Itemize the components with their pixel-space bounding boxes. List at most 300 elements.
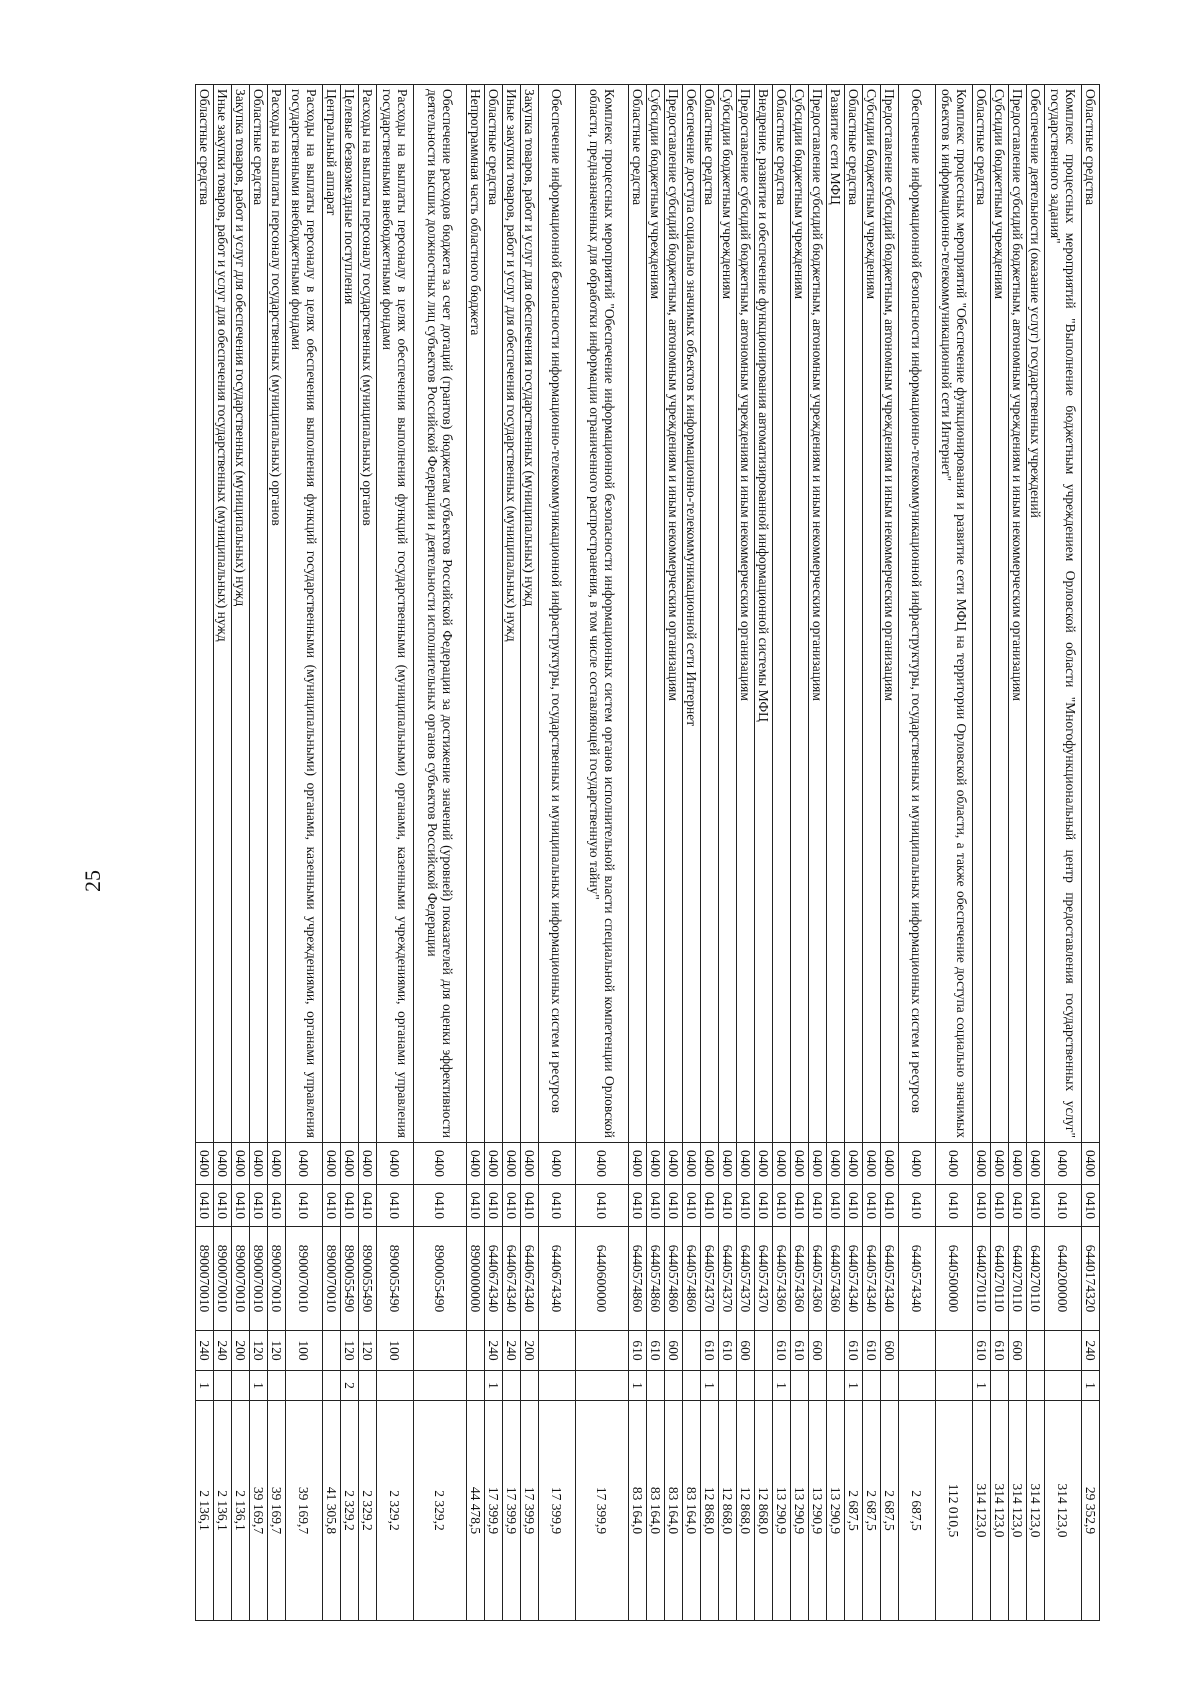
funding-group-cell	[809, 1371, 827, 1401]
amount-cell: 2 329,2	[359, 1401, 377, 1621]
table-row	[665, 85, 683, 1621]
amount-cell: 12 868,0	[719, 1401, 737, 1621]
table-row	[323, 85, 341, 1621]
target-article-cell: 6440574340	[899, 1227, 936, 1331]
table-row	[973, 85, 991, 1621]
funding-group-cell	[503, 1371, 521, 1401]
subsection-code-cell: 0410	[250, 1185, 268, 1227]
subsection-code-cell: 0410	[1045, 1185, 1082, 1227]
funding-group-cell: 1	[1082, 1371, 1100, 1401]
expense-type-cell: 200	[232, 1331, 250, 1371]
table-row	[863, 85, 881, 1621]
subsection-code-cell: 0410	[539, 1185, 576, 1227]
table-row	[485, 85, 503, 1621]
funding-group-cell	[683, 1371, 701, 1401]
table-row	[521, 85, 539, 1621]
amount-cell: 83 164,0	[647, 1401, 665, 1621]
target-article-cell: 6440574860	[647, 1227, 665, 1331]
expense-type-cell: 610	[991, 1331, 1009, 1371]
section-code-cell: 0400	[791, 1143, 809, 1185]
row-name-cell: Центральный аппарат	[323, 85, 341, 1143]
table-row	[737, 85, 755, 1621]
amount-cell: 39 169,7	[286, 1401, 323, 1621]
section-code-cell: 0400	[737, 1143, 755, 1185]
expense-type-cell: 240	[485, 1331, 503, 1371]
funding-group-cell	[268, 1371, 286, 1401]
row-name-cell: Предоставление субсидий бюджетным, автономным учреждениям и иным некоммерческим организациям	[1009, 85, 1027, 1143]
amount-cell: 83 164,0	[629, 1401, 647, 1621]
subsection-code-cell: 0410	[1027, 1185, 1045, 1227]
funding-group-cell	[827, 1371, 845, 1401]
amount-cell: 2 687,5	[845, 1401, 863, 1621]
subsection-code-cell: 0410	[719, 1185, 737, 1227]
target-article-cell: 6440574340	[863, 1227, 881, 1331]
row-name-cell: Областные средства	[845, 85, 863, 1143]
section-code-cell: 0400	[467, 1143, 485, 1185]
funding-group-cell: 1	[773, 1371, 791, 1401]
amount-cell: 2 329,2	[414, 1401, 467, 1621]
subsection-code-cell: 0410	[881, 1185, 899, 1227]
table-row	[539, 85, 576, 1621]
amount-cell: 2 329,2	[341, 1401, 359, 1621]
funding-group-cell: 1	[845, 1371, 863, 1401]
row-name-cell: Областные средства	[773, 85, 791, 1143]
subsection-code-cell: 0410	[467, 1185, 485, 1227]
subsection-code-cell: 0410	[973, 1185, 991, 1227]
section-code-cell: 0400	[576, 1143, 629, 1185]
expense-type-cell: 610	[845, 1331, 863, 1371]
amount-cell: 13 290,9	[791, 1401, 809, 1621]
subsection-code-cell: 0410	[268, 1185, 286, 1227]
subsection-code-cell: 0410	[196, 1185, 214, 1227]
section-code-cell: 0400	[719, 1143, 737, 1185]
expense-type-cell: 610	[863, 1331, 881, 1371]
expense-type-cell: 240	[214, 1331, 232, 1371]
row-name-cell: Расходы на выплаты персоналу в целях обеспечения выполнения функций государственными (муниципальными) органами, казенными учреждениями, органами управления государственными внебюджетными фондами	[377, 85, 414, 1143]
amount-cell: 17 399,9	[576, 1401, 629, 1621]
target-article-cell: 8900070010	[323, 1227, 341, 1331]
subsection-code-cell: 0410	[665, 1185, 683, 1227]
section-code-cell: 0400	[845, 1143, 863, 1185]
expense-type-cell	[827, 1331, 845, 1371]
subsection-code-cell: 0410	[214, 1185, 232, 1227]
amount-cell: 2 687,5	[899, 1401, 936, 1621]
subsection-code-cell: 0410	[899, 1185, 936, 1227]
expense-type-cell	[1045, 1331, 1082, 1371]
expense-type-cell: 240	[1082, 1331, 1100, 1371]
target-article-cell: 8900070010	[250, 1227, 268, 1331]
expense-type-cell	[323, 1331, 341, 1371]
amount-cell: 314 123,0	[991, 1401, 1009, 1621]
row-name-cell: Обеспечение расходов бюджета за счет дотаций (грантов) бюджетам субъектов Российской Федерации за достижение значений (уровней) показателей для оценки эффективности деятельности высших должностных лиц субъектов Российской Федерации и деятельности исполнительных органов субъектов Российской Федерации	[414, 85, 467, 1143]
funding-group-cell	[1009, 1371, 1027, 1401]
row-name-cell: Областные средства	[485, 85, 503, 1143]
target-article-cell: 6440574370	[701, 1227, 719, 1331]
funding-group-cell: 1	[485, 1371, 503, 1401]
table-row	[773, 85, 791, 1621]
table-row	[791, 85, 809, 1621]
target-article-cell: 6440574860	[629, 1227, 647, 1331]
section-code-cell: 0400	[503, 1143, 521, 1185]
expense-type-cell: 610	[719, 1331, 737, 1371]
amount-cell: 17 399,9	[539, 1401, 576, 1621]
amount-cell: 2 687,5	[881, 1401, 899, 1621]
row-name-cell: Развитие сети МФЦ	[827, 85, 845, 1143]
row-name-cell: Предоставление субсидий бюджетным, автономным учреждениям и иным некоммерческим организациям	[737, 85, 755, 1143]
row-name-cell: Внедрение, развитие и обеспечение функционирования автоматизированной информационной системы МФЦ	[755, 85, 773, 1143]
target-article-cell: 6440574340	[845, 1227, 863, 1331]
amount-cell: 13 290,9	[773, 1401, 791, 1621]
expense-type-cell: 240	[503, 1331, 521, 1371]
section-code-cell: 0400	[936, 1143, 973, 1185]
funding-group-cell: 2	[341, 1371, 359, 1401]
subsection-code-cell: 0410	[991, 1185, 1009, 1227]
funding-group-cell: 1	[701, 1371, 719, 1401]
expense-type-cell	[576, 1331, 629, 1371]
page-number: 25	[80, 870, 105, 892]
funding-group-cell	[737, 1371, 755, 1401]
table-row	[1009, 85, 1027, 1621]
expense-type-cell	[899, 1331, 936, 1371]
target-article-cell: 8900070010	[268, 1227, 286, 1331]
row-name-cell: Расходы на выплаты персоналу в целях обеспечения выполнения функций государственными (муниципальными) органами, казенными учреждениями, органами управления государственными внебюджетными фондами	[286, 85, 323, 1143]
funding-group-cell	[232, 1371, 250, 1401]
row-name-cell: Субсидии бюджетным учреждениям	[647, 85, 665, 1143]
table-row	[1045, 85, 1082, 1621]
budget-table-body	[196, 85, 1100, 1621]
target-article-cell: 8900000000	[467, 1227, 485, 1331]
funding-group-cell: 1	[250, 1371, 268, 1401]
amount-cell: 83 164,0	[683, 1401, 701, 1621]
funding-group-cell	[576, 1371, 629, 1401]
row-name-cell: Обеспечение информационной безопасности информационно-телекоммуникационной инфраструктуры, государственных и муниципальных информационных систем и ресурсов	[539, 85, 576, 1143]
expense-type-cell	[414, 1331, 467, 1371]
row-name-cell: Субсидии бюджетным учреждениям	[863, 85, 881, 1143]
amount-cell: 29 352,9	[1082, 1401, 1100, 1621]
subsection-code-cell: 0410	[503, 1185, 521, 1227]
budget-table	[195, 84, 1100, 1621]
subsection-code-cell: 0410	[936, 1185, 973, 1227]
amount-cell: 314 123,0	[1027, 1401, 1045, 1621]
expense-type-cell: 610	[701, 1331, 719, 1371]
section-code-cell: 0400	[701, 1143, 719, 1185]
section-code-cell: 0400	[232, 1143, 250, 1185]
row-name-cell: Комплекс процессных мероприятий "Обеспечение информационной безопасности информационных систем органов исполнительной власти специальной компетенции Орловской области, предназначенных для обработки информации ограниченного распространения, в том числе составляющей государственную тайну"	[576, 85, 629, 1143]
subsection-code-cell: 0410	[359, 1185, 377, 1227]
target-article-cell: 6440574370	[737, 1227, 755, 1331]
expense-type-cell	[1027, 1331, 1045, 1371]
target-article-cell: 6440574360	[827, 1227, 845, 1331]
subsection-code-cell: 0410	[1082, 1185, 1100, 1227]
table-row	[286, 85, 323, 1621]
amount-cell: 83 164,0	[665, 1401, 683, 1621]
row-name-cell: Областные средства	[196, 85, 214, 1143]
expense-type-cell: 600	[665, 1331, 683, 1371]
row-name-cell: Иные закупки товаров, работ и услуг для обеспечения государственных (муниципальных) нужд	[214, 85, 232, 1143]
funding-group-cell	[359, 1371, 377, 1401]
subsection-code-cell: 0410	[576, 1185, 629, 1227]
row-name-cell: Иные закупки товаров, работ и услуг для обеспечения государственных (муниципальных) нужд	[503, 85, 521, 1143]
table-row	[881, 85, 899, 1621]
row-name-cell: Непрограммная часть областного бюджета	[467, 85, 485, 1143]
funding-group-cell	[414, 1371, 467, 1401]
table-row	[991, 85, 1009, 1621]
row-name-cell: Целевые безвозмездные поступления	[341, 85, 359, 1143]
subsection-code-cell: 0410	[737, 1185, 755, 1227]
table-row	[899, 85, 936, 1621]
funding-group-cell	[899, 1371, 936, 1401]
target-article-cell: 8900055490	[359, 1227, 377, 1331]
table-row	[936, 85, 973, 1621]
subsection-code-cell: 0410	[629, 1185, 647, 1227]
table-row	[467, 85, 485, 1621]
subsection-code-cell: 0410	[1009, 1185, 1027, 1227]
funding-group-cell	[323, 1371, 341, 1401]
subsection-code-cell: 0410	[755, 1185, 773, 1227]
funding-group-cell	[1045, 1371, 1082, 1401]
section-code-cell: 0400	[196, 1143, 214, 1185]
target-article-cell: 6440574370	[755, 1227, 773, 1331]
table-row	[827, 85, 845, 1621]
funding-group-cell	[991, 1371, 1009, 1401]
subsection-code-cell: 0410	[414, 1185, 467, 1227]
section-code-cell: 0400	[973, 1143, 991, 1185]
target-article-cell: 6440574360	[773, 1227, 791, 1331]
amount-cell: 12 868,0	[737, 1401, 755, 1621]
table-row	[845, 85, 863, 1621]
table-row	[250, 85, 268, 1621]
amount-cell: 41 305,8	[323, 1401, 341, 1621]
funding-group-cell	[647, 1371, 665, 1401]
expense-type-cell: 100	[377, 1331, 414, 1371]
section-code-cell: 0400	[683, 1143, 701, 1185]
amount-cell: 39 169,7	[268, 1401, 286, 1621]
table-row	[1082, 85, 1100, 1621]
section-code-cell: 0400	[755, 1143, 773, 1185]
section-code-cell: 0400	[827, 1143, 845, 1185]
table-row	[341, 85, 359, 1621]
section-code-cell: 0400	[863, 1143, 881, 1185]
table-row	[214, 85, 232, 1621]
expense-type-cell: 610	[773, 1331, 791, 1371]
expense-type-cell: 610	[647, 1331, 665, 1371]
section-code-cell: 0400	[1027, 1143, 1045, 1185]
funding-group-cell	[719, 1371, 737, 1401]
section-code-cell: 0400	[485, 1143, 503, 1185]
subsection-code-cell: 0410	[827, 1185, 845, 1227]
table-row	[719, 85, 737, 1621]
subsection-code-cell: 0410	[232, 1185, 250, 1227]
section-code-cell: 0400	[991, 1143, 1009, 1185]
row-name-cell: Субсидии бюджетным учреждениям	[991, 85, 1009, 1143]
row-name-cell: Предоставление субсидий бюджетным, автономным учреждениям и иным некоммерческим организациям	[665, 85, 683, 1143]
amount-cell: 13 290,9	[809, 1401, 827, 1621]
expense-type-cell	[683, 1331, 701, 1371]
table-row	[755, 85, 773, 1621]
funding-group-cell	[539, 1371, 576, 1401]
amount-cell: 112 010,5	[936, 1401, 973, 1621]
target-article-cell: 8900055490	[377, 1227, 414, 1331]
table-row	[629, 85, 647, 1621]
table-row	[647, 85, 665, 1621]
funding-group-cell	[863, 1371, 881, 1401]
table-row	[683, 85, 701, 1621]
row-name-cell: Предоставление субсидий бюджетным, автономным учреждениям и иным некоммерческим организациям	[809, 85, 827, 1143]
funding-group-cell	[214, 1371, 232, 1401]
table-row	[503, 85, 521, 1621]
amount-cell: 314 123,0	[1009, 1401, 1027, 1621]
table-row	[377, 85, 414, 1621]
row-name-cell: Областные средства	[1082, 85, 1100, 1143]
subsection-code-cell: 0410	[341, 1185, 359, 1227]
funding-group-cell	[377, 1371, 414, 1401]
target-article-cell: 6440600000	[576, 1227, 629, 1331]
expense-type-cell	[539, 1331, 576, 1371]
target-article-cell: 6440270110	[991, 1227, 1009, 1331]
target-article-cell: 6440574860	[665, 1227, 683, 1331]
table-row	[268, 85, 286, 1621]
funding-group-cell: 1	[973, 1371, 991, 1401]
funding-group-cell	[521, 1371, 539, 1401]
section-code-cell: 0400	[773, 1143, 791, 1185]
target-article-cell: 8900055490	[341, 1227, 359, 1331]
target-article-cell: 8900070010	[286, 1227, 323, 1331]
subsection-code-cell: 0410	[286, 1185, 323, 1227]
subsection-code-cell: 0410	[845, 1185, 863, 1227]
table-row	[576, 85, 629, 1621]
subsection-code-cell: 0410	[377, 1185, 414, 1227]
funding-group-cell: 1	[196, 1371, 214, 1401]
expense-type-cell: 610	[629, 1331, 647, 1371]
expense-type-cell: 600	[809, 1331, 827, 1371]
subsection-code-cell: 0410	[683, 1185, 701, 1227]
subsection-code-cell: 0410	[701, 1185, 719, 1227]
row-name-cell: Обеспечение доступа социально значимых объектов к информационно-телекоммуникационной сети Интернет	[683, 85, 701, 1143]
target-article-cell: 6440500000	[936, 1227, 973, 1331]
section-code-cell: 0400	[881, 1143, 899, 1185]
row-name-cell: Областные средства	[629, 85, 647, 1143]
row-name-cell: Субсидии бюджетным учреждениям	[719, 85, 737, 1143]
amount-cell: 39 169,7	[250, 1401, 268, 1621]
table-row	[232, 85, 250, 1621]
section-code-cell: 0400	[1009, 1143, 1027, 1185]
amount-cell: 12 868,0	[701, 1401, 719, 1621]
expense-type-cell	[467, 1331, 485, 1371]
subsection-code-cell: 0410	[791, 1185, 809, 1227]
amount-cell: 2 687,5	[863, 1401, 881, 1621]
table-row	[701, 85, 719, 1621]
target-article-cell: 6440270110	[1009, 1227, 1027, 1331]
target-article-cell: 6440674340	[485, 1227, 503, 1331]
target-article-cell: 6440270110	[1027, 1227, 1045, 1331]
amount-cell: 44 478,5	[467, 1401, 485, 1621]
amount-cell: 2 136,1	[196, 1401, 214, 1621]
target-article-cell: 8900070010	[232, 1227, 250, 1331]
section-code-cell: 0400	[629, 1143, 647, 1185]
table-row	[359, 85, 377, 1621]
amount-cell: 2 136,1	[232, 1401, 250, 1621]
funding-group-cell	[665, 1371, 683, 1401]
target-article-cell: 6440674340	[521, 1227, 539, 1331]
expense-type-cell: 600	[1009, 1331, 1027, 1371]
section-code-cell: 0400	[214, 1143, 232, 1185]
subsection-code-cell: 0410	[323, 1185, 341, 1227]
amount-cell: 12 868,0	[755, 1401, 773, 1621]
expense-type-cell: 200	[521, 1331, 539, 1371]
section-code-cell: 0400	[1045, 1143, 1082, 1185]
row-name-cell: Областные средства	[250, 85, 268, 1143]
expense-type-cell: 240	[196, 1331, 214, 1371]
table-row	[1027, 85, 1045, 1621]
row-name-cell: Предоставление субсидий бюджетным, автономным учреждениям и иным некоммерческим организациям	[881, 85, 899, 1143]
funding-group-cell	[286, 1371, 323, 1401]
section-code-cell: 0400	[359, 1143, 377, 1185]
section-code-cell: 0400	[377, 1143, 414, 1185]
expense-type-cell: 120	[359, 1331, 377, 1371]
funding-group-cell	[936, 1371, 973, 1401]
expense-type-cell: 100	[286, 1331, 323, 1371]
expense-type-cell: 600	[737, 1331, 755, 1371]
table-row	[809, 85, 827, 1621]
expense-type-cell: 610	[791, 1331, 809, 1371]
target-article-cell: 6440574360	[809, 1227, 827, 1331]
target-article-cell: 6440174320	[1082, 1227, 1100, 1331]
subsection-code-cell: 0410	[647, 1185, 665, 1227]
target-article-cell: 6440270110	[973, 1227, 991, 1331]
expense-type-cell: 610	[973, 1331, 991, 1371]
subsection-code-cell: 0410	[773, 1185, 791, 1227]
table-row	[196, 85, 214, 1621]
subsection-code-cell: 0410	[485, 1185, 503, 1227]
target-article-cell: 6440574860	[683, 1227, 701, 1331]
funding-group-cell	[881, 1371, 899, 1401]
amount-cell: 2 329,2	[377, 1401, 414, 1621]
target-article-cell: 6440674340	[503, 1227, 521, 1331]
target-article-cell: 6440674340	[539, 1227, 576, 1331]
section-code-cell: 0400	[665, 1143, 683, 1185]
funding-group-cell	[755, 1371, 773, 1401]
section-code-cell: 0400	[323, 1143, 341, 1185]
row-name-cell: Комплекс процессных мероприятий "Обеспечение функционирования и развитие сети МФЦ на территории Орловской области, а также обеспечение доступа социально значимых объектов к информационно-телекоммуникационной сети Интернет"	[936, 85, 973, 1143]
row-name-cell: Субсидии бюджетным учреждениям	[791, 85, 809, 1143]
section-code-cell: 0400	[286, 1143, 323, 1185]
expense-type-cell: 120	[341, 1331, 359, 1371]
section-code-cell: 0400	[899, 1143, 936, 1185]
amount-cell: 2 136,1	[214, 1401, 232, 1621]
row-name-cell: Обеспечение деятельности (оказание услуг) государственных учреждений	[1027, 85, 1045, 1143]
row-name-cell: Закупка товаров, работ и услуг для обеспечения государственных (муниципальных) нужд	[521, 85, 539, 1143]
subsection-code-cell: 0410	[863, 1185, 881, 1227]
section-code-cell: 0400	[539, 1143, 576, 1185]
section-code-cell: 0400	[647, 1143, 665, 1185]
row-name-cell: Расходы на выплаты персоналу государственных (муниципальных) органов	[359, 85, 377, 1143]
subsection-code-cell: 0410	[809, 1185, 827, 1227]
funding-group-cell	[1027, 1371, 1045, 1401]
row-name-cell: Комплекс процессных мероприятий "Выполнение бюджетным учреждением Орловской области "Многофункциональный центр предоставления государственных услуг" государственного задания"	[1045, 85, 1082, 1143]
target-article-cell: 6440200000	[1045, 1227, 1082, 1331]
target-article-cell: 6440574340	[881, 1227, 899, 1331]
section-code-cell: 0400	[341, 1143, 359, 1185]
expense-type-cell	[936, 1331, 973, 1371]
section-code-cell: 0400	[1082, 1143, 1100, 1185]
row-name-cell: Областные средства	[973, 85, 991, 1143]
target-article-cell: 8900055490	[414, 1227, 467, 1331]
target-article-cell: 6440574370	[719, 1227, 737, 1331]
section-code-cell: 0400	[809, 1143, 827, 1185]
row-name-cell: Областные средства	[701, 85, 719, 1143]
section-code-cell: 0400	[414, 1143, 467, 1185]
row-name-cell: Расходы на выплаты персоналу государственных (муниципальных) органов	[268, 85, 286, 1143]
